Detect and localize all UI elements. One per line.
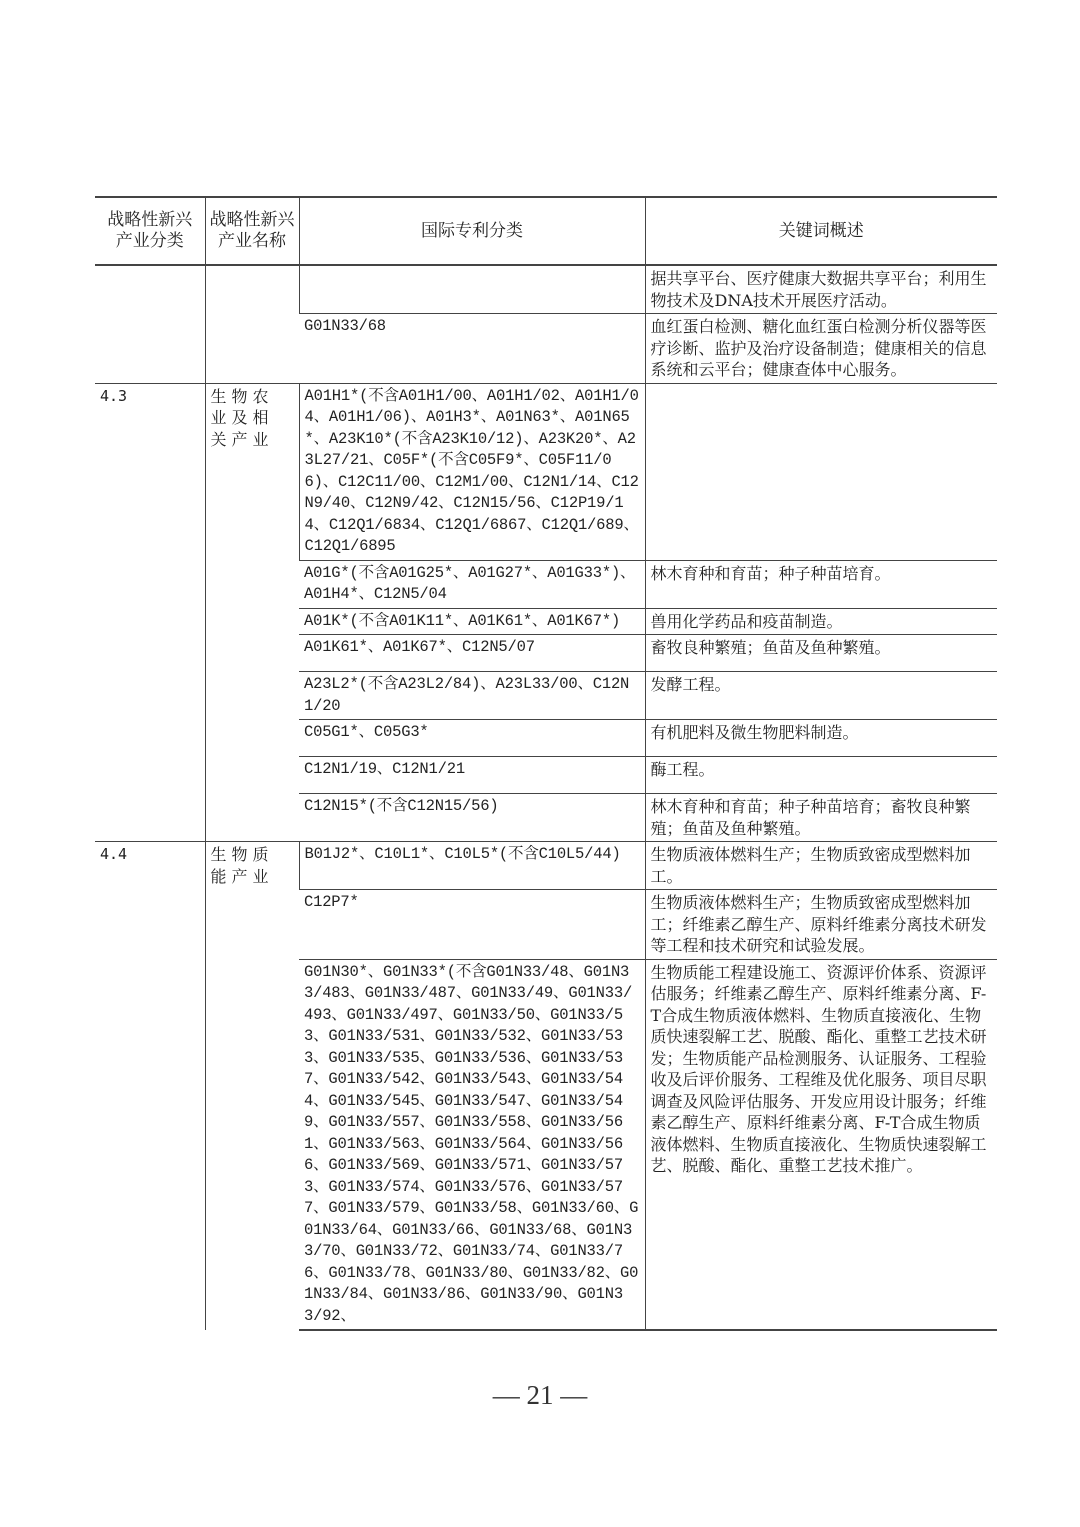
classification-table xyxy=(95,196,997,1331)
keywords-cell xyxy=(645,383,997,560)
table-row xyxy=(95,842,997,890)
ipc-cell: A01K*(不含A01K11*、A01K61*、A01K67*) xyxy=(299,608,645,635)
keywords-cell: 生物质能工程建设施工、资源评价体系、资源评估服务；纤维素乙醇生产、原料纤维素分离、F-T合成生物质液体燃料、生物质直接液化、生物质快速裂解工艺、脱酸、酯化、重整工艺技术研发；生物质能产品检测服务、认证服务、工程验收及后评价服务、工程维及优化服务、项目尽职调查及风险评估服务、开发应用设计服务；纤维素乙醇生产、原料纤维素分离、F-T合成生物质液体燃料、生物质直接液化、生物质快速裂解工艺、脱酸、酯化、重整工艺技术推广。 xyxy=(645,959,997,1330)
keywords-cell: 血红蛋白检测、糖化血红蛋白检测分析仪器等医疗诊断、监护及治疗设备制造；健康相关的信息系统和云平台；健康查体中心服务。 xyxy=(645,314,997,384)
keywords-cell: 兽用化学药品和疫苗制造。 xyxy=(645,608,997,635)
industry-name: 生物农业及相关产业 xyxy=(205,383,299,842)
ipc-cell: B01J2*、C10L1*、C10L5*(不含C10L5/44) xyxy=(299,842,645,890)
keywords-cell: 畜牧良种繁殖；鱼苗及鱼种繁殖。 xyxy=(645,635,997,672)
keywords-cell: 林木育种和育苗；种子种苗培育；畜牧良种繁殖；鱼苗及鱼种繁殖。 xyxy=(645,794,997,842)
category-code: 4.3 xyxy=(95,383,205,842)
ipc-cell: A01G*(不含A01G25*、A01G27*、A01G33*)、A01H4*、C12N5/04 xyxy=(299,560,645,608)
ipc-cell: C12P7* xyxy=(299,890,645,960)
keywords-cell: 酶工程。 xyxy=(645,757,997,794)
header-category: 战略性新兴产业分类 xyxy=(95,197,205,265)
keywords-cell: 生物质液体燃料生产；生物质致密成型燃料加工。 xyxy=(645,842,997,890)
ipc-cell: G01N33/68 xyxy=(299,314,645,384)
page-number: — 21 — xyxy=(492,1380,588,1410)
keywords-cell: 林木育种和育苗；种子种苗培育。 xyxy=(645,560,997,608)
ipc-cell: C05G1*、C05G3* xyxy=(299,720,645,757)
ipc-cell: C12N15*(不含C12N15/56) xyxy=(299,794,645,842)
ipc-cell: A01K61*、A01K67*、C12N5/07 xyxy=(299,635,645,672)
keywords-cell: 有机肥料及微生物肥料制造。 xyxy=(645,720,997,757)
keywords-cell: 发酵工程。 xyxy=(645,672,997,720)
ipc-cell: A23L2*(不含A23L2/84)、A23L33/00、C12N1/20 xyxy=(299,672,645,720)
table-row xyxy=(95,383,997,560)
empty-name-cell xyxy=(205,265,299,383)
empty-category-cell xyxy=(95,265,205,383)
table-row xyxy=(95,265,997,314)
header-ipc: 国际专利分类 xyxy=(299,197,645,265)
ipc-cell xyxy=(299,265,645,314)
ipc-cell: C12N1/19、C12N1/21 xyxy=(299,757,645,794)
industry-name: 生物质能产业 xyxy=(205,842,299,1331)
header-keywords: 关键词概述 xyxy=(645,197,997,265)
table-header-row xyxy=(95,197,997,265)
category-code: 4.4 xyxy=(95,842,205,1331)
header-industry-name: 战略性新兴产业名称 xyxy=(205,197,299,265)
keywords-cell: 生物质液体燃料生产；生物质致密成型燃料加工；纤维素乙醇生产、原料纤维素分离技术研发等工程和技术研究和试验发展。 xyxy=(645,890,997,960)
keywords-cell: 据共享平台、医疗健康大数据共享平台；利用生物技术及DNA技术开展医疗活动。 xyxy=(645,265,997,314)
ipc-cell: G01N30*、G01N33*(不含G01N33/48、G01N33/483、G01N33/487、G01N33/49、G01N33/493、G01N33/497、G01N33/50、G01N33/53、G01N33/531、G01N33/532、G01N33/533、G01N33/535、G01N33/536、G01N33/537、G01N33/542、G01N33/543、G01N33/544、G01N33/545、G01N33/547、G01N33/549、G01N33/557、G01N33/558、G01N33/561、G01N33/563、G01N33/564、G01N33/566、G01N33/569、G01N33/571、G01N33/573、G01N33/574、G01N33/576、G01N33/577、G01N33/579、G01N33/58、G01N33/60、G01N33/64、G01N33/66、G01N33/68、G01N33/70、G01N33/72、G01N33/74、G01N33/76、G01N33/78、G01N33/80、G01N33/82、G01N33/84、G01N33/86、G01N33/90、G01N33/92、 xyxy=(299,959,645,1330)
ipc-cell: A01H1*(不含A01H1/00、A01H1/02、A01H1/04、A01H1/06)、A01H3*、A01N63*、A01N65*、A23K10*(不含A23K10/12)、A23K20*、A23L27/21、C05F*(不含C05F9*、C05F11/06)、C12C11/00、C12M1/00、C12N1/14、C12N9/40、C12N9/42、C12N15/56、C12P19/14、C12Q1/6834、C12Q1/6867、C12Q1/689、C12Q1/6895 xyxy=(299,383,645,560)
